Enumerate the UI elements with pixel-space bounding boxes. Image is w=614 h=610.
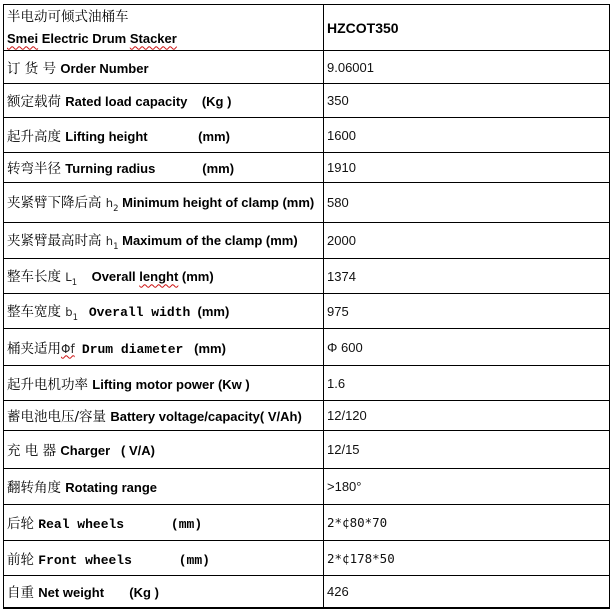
spec-label-segment: 自重 <box>7 584 39 601</box>
spec-row <box>4 84 610 118</box>
spec-label <box>4 576 324 608</box>
spec-label-segment: Smei <box>7 30 39 46</box>
spec-label-segment: Drum diameter <box>81 341 184 357</box>
spec-value: 426 <box>324 576 610 608</box>
spec-label <box>4 541 324 576</box>
spec-label-segment: 整车宽度 <box>7 303 66 320</box>
spec-row <box>4 259 610 294</box>
spec-label-segment: (mm) <box>183 340 226 356</box>
spec-label-segment: 半电动可倾式油桶车 <box>7 9 129 25</box>
spec-value: 1374 <box>324 259 610 294</box>
spec-label-segment: Front wheels (mm) <box>38 552 210 568</box>
spec-row <box>4 183 610 223</box>
spec-label <box>4 153 324 183</box>
spec-value: 1.6 <box>324 366 610 401</box>
spec-row <box>4 541 610 576</box>
spec-row <box>4 329 610 366</box>
spec-row <box>4 505 610 541</box>
spec-table-body <box>4 5 610 608</box>
spec-label <box>4 5 324 51</box>
spec-label-segment: 翻转角度 <box>7 480 66 497</box>
spec-label-segment: Lifting height (mm) <box>65 128 230 144</box>
spec-label <box>4 259 324 294</box>
spec-label-segment: 充 电 器 <box>7 443 61 460</box>
document-canvas <box>3 4 610 609</box>
spec-label <box>4 469 324 505</box>
spec-table <box>3 4 610 609</box>
spec-value: 2*¢178*50 <box>324 541 610 576</box>
spec-label-segment: Overall width <box>88 304 191 320</box>
spec-label <box>4 505 324 541</box>
spec-label-segment: Order Number <box>60 60 149 76</box>
spec-label <box>4 118 324 153</box>
spec-label-segment: Net weight (Kg ) <box>38 584 159 600</box>
spec-label <box>4 401 324 431</box>
spec-label-segment: lenght <box>139 268 179 284</box>
spec-label-segment: Φf <box>61 341 75 356</box>
spec-label <box>4 329 324 366</box>
spec-value: 1600 <box>324 118 610 153</box>
spec-label-segment: 整车长度 <box>7 268 66 285</box>
spec-label-segment: (mm) <box>190 303 230 319</box>
spec-label-segment: (mm) <box>178 268 214 284</box>
spec-label-segment: b <box>65 304 73 319</box>
spec-row <box>4 118 610 153</box>
spec-value: 12/15 <box>324 431 610 469</box>
spec-row <box>4 223 610 259</box>
spec-row <box>4 366 610 401</box>
spec-label-segment: 额定载荷 <box>7 94 66 111</box>
spec-label-segment: 2 <box>113 204 119 215</box>
spec-label-segment: 夹紧臂最高时高 <box>7 233 106 250</box>
spec-label-segment: Maximum of the clamp (mm) <box>118 233 298 249</box>
spec-label-line2 <box>7 28 320 50</box>
spec-label-segment: 1 <box>71 277 78 288</box>
spec-label-segment: 1 <box>113 242 119 253</box>
spec-label-segment: 前轮 <box>7 551 39 568</box>
spec-label-segment: 转弯半径 <box>7 161 66 178</box>
spec-label-segment: Stacker <box>129 30 177 46</box>
spec-label <box>4 294 324 329</box>
spec-value: 580 <box>324 183 610 223</box>
spec-value: HZCOT350 <box>324 5 610 51</box>
spec-label-segment: Charger ( V/A) <box>60 443 155 459</box>
spec-label-segment: Real wheels (mm) <box>38 517 203 533</box>
spec-label-segment: 桶夹适用 <box>7 340 61 357</box>
spec-label-segment: Lifting motor power (Kw ) <box>92 376 250 392</box>
spec-value: 2000 <box>324 223 610 259</box>
spec-label-segment: Overall <box>77 268 140 284</box>
spec-value: 350 <box>324 84 610 118</box>
spec-label-segment: 夹紧臂下降后高 <box>7 195 106 212</box>
spec-row <box>4 294 610 329</box>
spec-value: >180° <box>324 469 610 505</box>
spec-label-line1 <box>7 6 320 28</box>
spec-label-segment: 1 <box>72 312 79 323</box>
spec-label-segment: 蓄电池电压/容量 <box>7 409 111 426</box>
spec-label-segment <box>75 341 82 356</box>
spec-row <box>4 401 610 431</box>
spec-label-segment: 起升电机功率 <box>7 376 93 393</box>
spec-row <box>4 469 610 505</box>
spec-label-segment: 订 货 号 <box>7 60 61 77</box>
spec-row <box>4 153 610 183</box>
spec-value: 12/120 <box>324 401 610 431</box>
spec-label-segment: Electric Drum <box>38 30 130 46</box>
spec-label-segment <box>78 304 89 319</box>
spec-row <box>4 5 610 51</box>
spec-value: 975 <box>324 294 610 329</box>
spec-label <box>4 84 324 118</box>
spec-label <box>4 223 324 259</box>
spec-value: 2*¢80*70 <box>324 505 610 541</box>
spec-row <box>4 51 610 84</box>
spec-label-segment: Turning radius (mm) <box>65 161 235 177</box>
spec-label <box>4 366 324 401</box>
spec-value: 9.06001 <box>324 51 610 84</box>
spec-label-segment: 起升高度 <box>7 128 66 145</box>
spec-label-segment: L <box>65 269 72 284</box>
spec-label-segment: Battery voltage/capacity( V/Ah) <box>110 409 302 425</box>
spec-label <box>4 51 324 84</box>
spec-value: 1910 <box>324 153 610 183</box>
spec-label-segment: h <box>105 234 114 249</box>
spec-row <box>4 576 610 608</box>
spec-label-segment: Rated load capacity (Kg ) <box>65 94 232 110</box>
spec-label-segment: 后轮 <box>7 516 39 533</box>
spec-label-segment: Rotating range <box>65 480 158 496</box>
spec-label-segment: Minimum height of clamp (mm) <box>118 195 315 211</box>
spec-value: Φ 600 <box>324 329 610 366</box>
spec-label <box>4 183 324 223</box>
spec-label-segment: h <box>105 196 114 211</box>
spec-row <box>4 431 610 469</box>
spec-label <box>4 431 324 469</box>
